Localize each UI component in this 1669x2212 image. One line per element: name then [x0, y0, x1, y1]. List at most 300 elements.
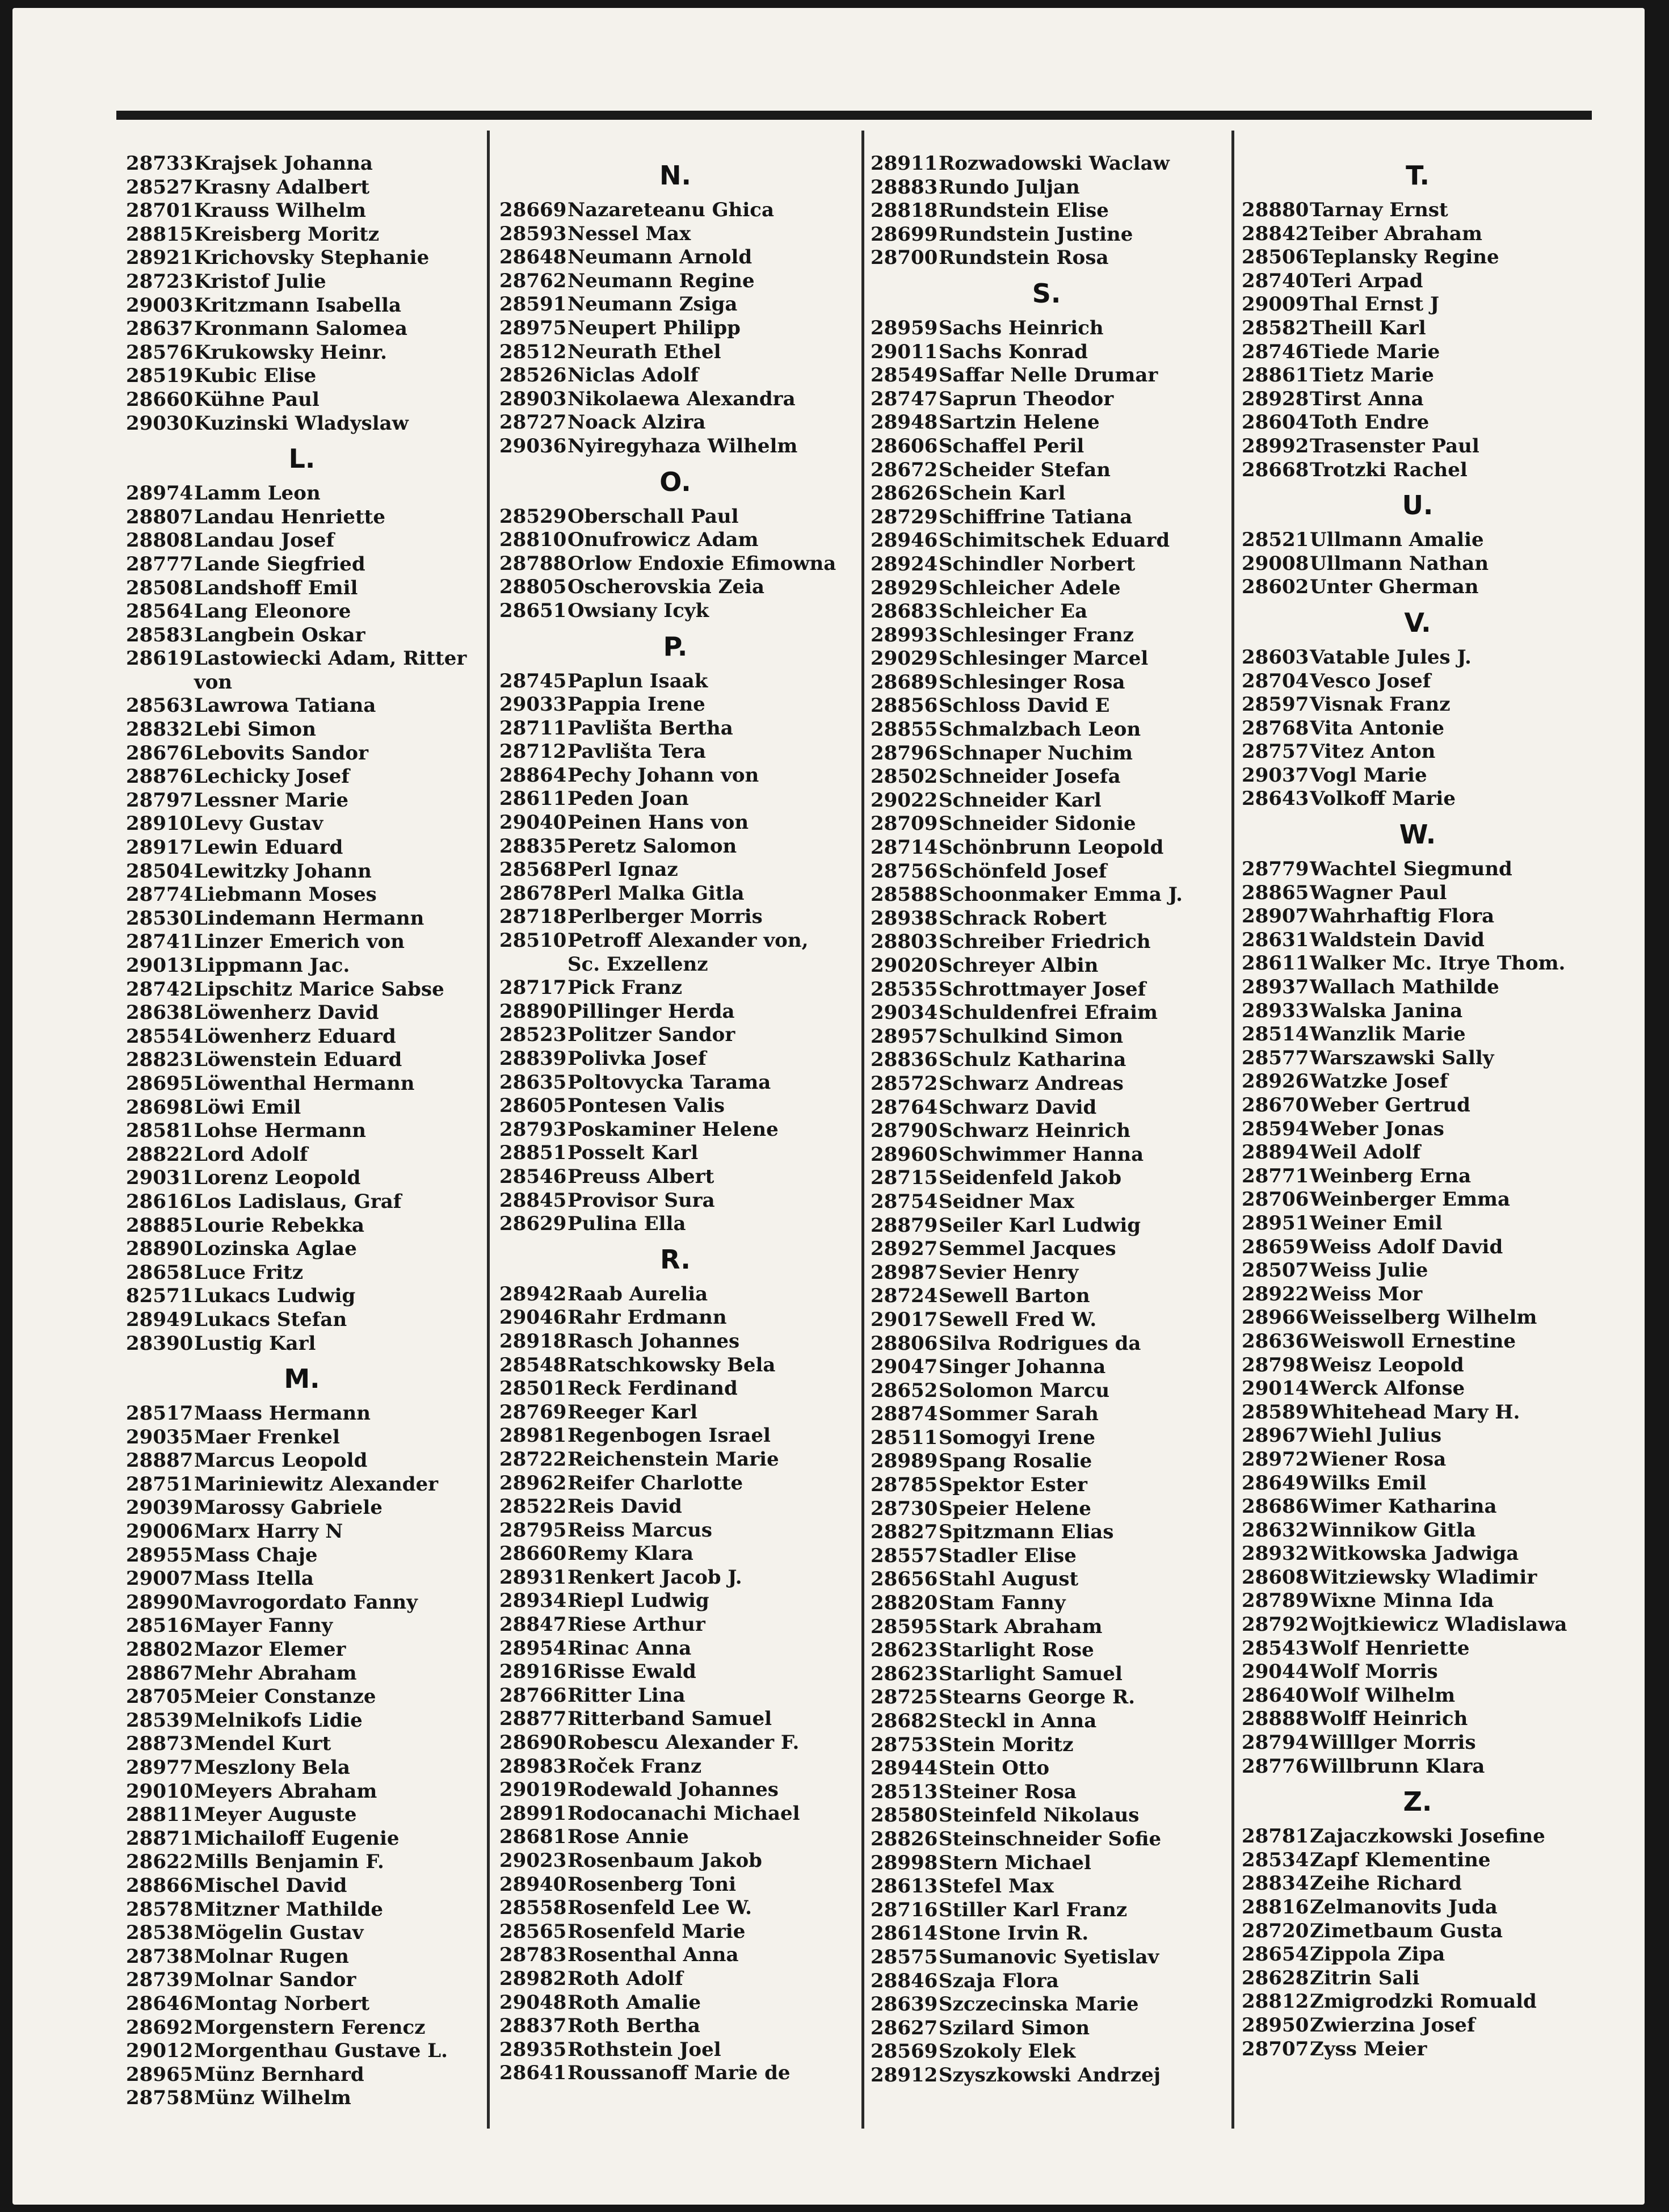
entry-number: 28658 — [126, 1261, 194, 1284]
list-item — [1242, 764, 1594, 788]
section-heading: U. — [1402, 490, 1433, 521]
entry-name: Thal Ernst J — [1310, 293, 1440, 316]
list-item — [499, 1519, 851, 1543]
entry-number: 28578 — [126, 1898, 194, 1921]
entry-number: 28802 — [126, 1638, 194, 1661]
entry-number: 28613 — [871, 1875, 938, 1898]
entry-name: Marcus Leopold — [194, 1449, 368, 1472]
entry-name: Weber Jonas — [1310, 1117, 1444, 1140]
list-item — [126, 836, 478, 860]
entry-number: 28738 — [126, 1945, 194, 1968]
list-item — [871, 789, 1222, 813]
entry-number: 28808 — [126, 529, 194, 552]
entry-number: 28523 — [499, 1023, 567, 1047]
list-item — [126, 1850, 478, 1874]
entry-name: Zyss Meier — [1310, 2037, 1427, 2060]
list-item — [871, 529, 1222, 553]
list-item — [871, 317, 1222, 341]
entry-name: Roček Franz — [567, 1755, 702, 1778]
entry-number: 28991 — [499, 1802, 567, 1825]
entry-number: 28745 — [499, 669, 567, 692]
list-item — [1242, 576, 1594, 599]
entry-name: Paplun Isaak — [567, 669, 708, 692]
entry-name: Wimer Katharina — [1310, 1495, 1497, 1518]
list-item — [499, 1377, 851, 1401]
entry-name: Weiswoll Ernestine — [1310, 1329, 1516, 1353]
entry-number: 28580 — [871, 1804, 938, 1827]
entry-name: Rosenberg Toni — [567, 1873, 737, 1896]
entry-number: 28575 — [871, 1945, 938, 1968]
entry-name: Rundstein Justine — [939, 223, 1133, 246]
list-item — [499, 1637, 851, 1661]
list-item — [126, 176, 478, 200]
list-item — [1242, 459, 1594, 482]
entry-number: 28577 — [1242, 1046, 1309, 1069]
entry-number: 28851 — [499, 1141, 567, 1165]
list-item — [1242, 2014, 1594, 2038]
entry-name: Roth Bertha — [567, 2014, 700, 2038]
entry-name: Wolff Heinrich — [1310, 1707, 1468, 1731]
entry-number: 28733 — [126, 152, 194, 175]
entry-name: Seiler Karl Ludwig — [939, 1214, 1141, 1237]
entry-number: 28877 — [499, 1707, 567, 1731]
list-item — [871, 765, 1222, 789]
list-item — [499, 1991, 851, 2015]
list-item — [126, 812, 478, 836]
entry-number: 28903 — [499, 387, 567, 410]
entry-name: Spang Rosalie — [939, 1450, 1092, 1473]
entry-number: 28619 — [126, 647, 194, 670]
section-heading: Z. — [1403, 1786, 1432, 1818]
entry-number: 28730 — [871, 1497, 938, 1520]
list-item — [871, 1450, 1222, 1474]
entry-number: 28682 — [871, 1710, 938, 1732]
list-item — [1242, 1212, 1594, 1236]
list-item — [871, 812, 1222, 836]
list-item — [126, 482, 478, 506]
entry-number: 28554 — [126, 1025, 194, 1048]
entry-number: 28649 — [1242, 1471, 1309, 1495]
entry-number: 28656 — [871, 1568, 938, 1591]
entry-number: 28729 — [871, 505, 938, 528]
list-item — [499, 1118, 851, 1142]
entry-name: Mendel Kurt — [194, 1732, 331, 1756]
entry-name: Zajaczkowski Josefine — [1310, 1825, 1545, 1848]
entry-name: Landau Henriette — [194, 505, 385, 528]
list-item — [871, 1757, 1222, 1781]
list-item — [499, 341, 851, 364]
entry-number: 28604 — [1242, 411, 1309, 434]
entry-number: 28698 — [126, 1095, 194, 1119]
list-item — [499, 1731, 851, 1755]
section-heading: T. — [1406, 160, 1430, 191]
entry-name: Pavlišta Tera — [567, 740, 706, 763]
entry-name: Ritterband Samuel — [567, 1707, 772, 1731]
list-item — [126, 1096, 478, 1120]
list-item — [126, 718, 478, 742]
list-item — [871, 1190, 1222, 1214]
entry-number: 28502 — [871, 765, 938, 788]
entry-number: 28788 — [499, 552, 567, 575]
list-item — [126, 1072, 478, 1096]
list-item — [871, 506, 1222, 530]
entry-name: Meier Constanze — [194, 1685, 376, 1709]
entry-number: 29039 — [126, 1496, 194, 1520]
entry-name: Pavlišta Bertha — [567, 716, 733, 740]
list-item — [126, 742, 478, 766]
entry-number: 29029 — [871, 647, 938, 670]
entry-name: Solomon Marcu — [939, 1379, 1110, 1402]
entry-number: 29014 — [1242, 1377, 1309, 1400]
entry-name: Wagner Paul — [1310, 881, 1447, 904]
entry-name: Theill Karl — [1310, 316, 1426, 339]
list-item — [499, 2062, 851, 2085]
entry-name: Lewin Eduard — [194, 836, 343, 859]
list-item — [126, 199, 478, 223]
entry-number: 28689 — [871, 670, 938, 694]
entry-number: 28504 — [126, 859, 194, 883]
entry-number: 28880 — [1242, 199, 1309, 221]
entry-name: Winnikow Gitla — [1310, 1518, 1476, 1542]
entry-name: Neurath Ethel — [567, 340, 721, 363]
entry-name: Wahrhaftig Flora — [1310, 905, 1495, 928]
entry-name: Landshoff Emil — [194, 576, 358, 599]
list-item — [1242, 882, 1594, 905]
entry-name: Roussanoff Marie de — [567, 2062, 791, 2085]
list-item — [871, 1285, 1222, 1308]
list-item — [871, 1237, 1222, 1261]
entry-number: 28810 — [499, 528, 567, 552]
entry-name: Schwarz David — [939, 1095, 1097, 1119]
list-item — [871, 1993, 1222, 2017]
entry-name: Somogyi Irene — [939, 1426, 1095, 1449]
entry-name: Remy Klara — [567, 1542, 693, 1565]
entry-name: Ritter Lina — [567, 1684, 686, 1707]
entry-number: 29012 — [126, 2039, 194, 2063]
entry-number: 28507 — [1242, 1259, 1309, 1282]
entry-number: 28632 — [1242, 1518, 1309, 1542]
entry-name: Schneider Karl — [939, 788, 1102, 812]
section-heading: S. — [1032, 278, 1061, 309]
entry-name: Wiener Rosa — [1310, 1447, 1447, 1471]
list-item — [1242, 1283, 1594, 1307]
entry-name: Münz Wilhelm — [194, 2087, 351, 2110]
entry-name: Krajsek Johanna — [194, 152, 373, 175]
entry-name: Lessner Marie — [194, 788, 349, 812]
entry-number: 28707 — [1242, 2037, 1309, 2060]
list-item — [871, 152, 1222, 176]
entry-number: 28873 — [126, 1732, 194, 1756]
list-item — [499, 1189, 851, 1213]
list-item — [871, 1261, 1222, 1285]
entry-number: 28917 — [126, 836, 194, 859]
entry-number: 28572 — [871, 1072, 938, 1095]
entry-name: Rahr Erdmann — [567, 1306, 727, 1329]
entry-number: 28812 — [1242, 1990, 1309, 2013]
list-item — [1242, 1070, 1594, 1094]
list-item — [1242, 1306, 1594, 1330]
entry-number: 28508 — [126, 576, 194, 599]
list-item — [871, 1426, 1222, 1450]
entry-name: Warszawski Sally — [1310, 1046, 1494, 1069]
list-item — [126, 1780, 478, 1804]
list-item — [126, 1426, 478, 1450]
entry-name: Singer Johanna — [939, 1355, 1106, 1379]
entry-name: Stark Abraham — [939, 1615, 1103, 1638]
entry-name: Spitzmann Elias — [939, 1521, 1114, 1544]
entry-number: 28521 — [1242, 528, 1309, 552]
entry-name: Weiss Mor — [1310, 1282, 1423, 1306]
entry-number: 29022 — [871, 788, 938, 812]
entry-name: Mischel David — [194, 1874, 347, 1897]
entry-name: Nazareteanu Ghica — [567, 199, 775, 221]
list-item — [1242, 740, 1594, 764]
entry-name: Weiss Julie — [1310, 1259, 1428, 1282]
list-item — [871, 1710, 1222, 1733]
entry-name: Ullmann Nathan — [1310, 552, 1489, 575]
entry-number: 28646 — [126, 1992, 194, 2015]
list-item — [126, 577, 478, 601]
entry-name: Landau Josef — [194, 529, 335, 552]
list-item — [499, 1306, 851, 1330]
list-item — [871, 1946, 1222, 1970]
entry-number: 28641 — [499, 2062, 567, 2085]
entry-name: Stern Michael — [939, 1851, 1091, 1874]
entry-name: Stein Moritz — [939, 1733, 1074, 1756]
list-item — [871, 482, 1222, 506]
list-item — [126, 789, 478, 813]
entry-name: Szyszkowski Andrzej — [939, 2063, 1161, 2087]
list-item — [126, 647, 478, 671]
list-item — [1242, 787, 1594, 811]
list-item — [871, 1922, 1222, 1946]
entry-name: Sewell Barton — [939, 1285, 1090, 1308]
entry-name: Mögelin Gustav — [194, 1921, 364, 1945]
entry-name: Lord Adolf — [194, 1143, 308, 1166]
entry-name: Krauss Wilhelm — [194, 199, 366, 223]
list-item — [1242, 1023, 1594, 1047]
entry-number: 28762 — [499, 269, 567, 292]
entry-number: 28987 — [871, 1261, 938, 1284]
list-item — [126, 246, 478, 270]
entry-name: Sartzin Helene — [939, 411, 1100, 434]
list-item — [871, 1072, 1222, 1096]
entry-name: Rosenfeld Lee W. — [567, 1896, 752, 1920]
list-item — [499, 2038, 851, 2062]
entry-number: 28974 — [126, 482, 194, 505]
list-item — [871, 1544, 1222, 1568]
entry-number: 29006 — [126, 1520, 194, 1543]
list-item — [1242, 223, 1594, 246]
entry-number: 28510 — [499, 929, 567, 952]
list-item — [871, 1521, 1222, 1544]
entry-number: 28887 — [126, 1449, 194, 1472]
entry-number: 28506 — [1242, 246, 1309, 269]
list-item — [499, 552, 851, 576]
entry-name: Mazor Elemer — [194, 1638, 346, 1661]
entry-name: Rosenthal Anna — [567, 1944, 739, 1967]
entry-number: 28565 — [499, 1920, 567, 1943]
entry-name: Wolf Wilhelm — [1310, 1684, 1456, 1707]
entry-number: 28753 — [871, 1733, 938, 1756]
list-item — [499, 317, 851, 341]
list-item — [126, 1449, 478, 1473]
list-item — [871, 1214, 1222, 1238]
entry-name: Rundo Juljan — [939, 175, 1080, 199]
entry-number: 28803 — [871, 930, 938, 954]
list-item — [126, 694, 478, 718]
list-item — [1242, 1990, 1594, 2014]
entry-number: 28871 — [126, 1827, 194, 1850]
list-item — [126, 1756, 478, 1780]
list-item — [1242, 976, 1594, 1000]
list-item — [871, 1568, 1222, 1592]
entry-name: Roth Amalie — [567, 1991, 701, 2014]
entry-number: 28879 — [871, 1214, 938, 1237]
entry-name: Rosenfeld Marie — [567, 1920, 746, 1943]
entry-number: 28576 — [126, 341, 194, 364]
list-item — [126, 930, 478, 954]
entry-name: Löwenherz Eduard — [194, 1025, 396, 1048]
list-item — [1242, 1472, 1594, 1496]
entry-number: 28557 — [871, 1544, 938, 1567]
list-item — [499, 1472, 851, 1496]
list-item — [499, 670, 851, 694]
entry-name: Werck Alfonse — [1310, 1377, 1465, 1400]
entry-number: 28695 — [126, 1072, 194, 1095]
entry-name: Saprun Theodor — [939, 387, 1114, 410]
entry-name: Raab Aurelia — [567, 1282, 708, 1306]
entry-name: Kreisberg Moritz — [194, 223, 380, 246]
entry-name: Perl Malka Gitla — [567, 882, 745, 905]
entry-number: 28512 — [499, 340, 567, 363]
list-item — [871, 2064, 1222, 2088]
entry-name: von — [194, 670, 233, 694]
entry-name: Politzer Sandor — [567, 1023, 735, 1047]
entry-name: Lippmann Jac. — [194, 954, 350, 977]
list-item — [871, 1497, 1222, 1521]
entry-number: 28910 — [126, 812, 194, 836]
entry-name: Lohse Hermann — [194, 1119, 367, 1143]
entry-name: Los Ladislaus, Graf — [194, 1190, 402, 1213]
entry-name: Marossy Gabriele — [194, 1496, 382, 1520]
list-item — [499, 1094, 851, 1118]
entry-number: 29034 — [871, 1001, 938, 1025]
entry-number: 28861 — [1242, 364, 1309, 387]
entry-name: Starlight Rose — [939, 1639, 1094, 1662]
list-item — [499, 1071, 851, 1095]
entry-name: Spektor Ester — [939, 1474, 1087, 1497]
list-item — [126, 671, 478, 695]
list-item — [126, 1662, 478, 1686]
entry-number: 28962 — [499, 1471, 567, 1495]
entry-number: 28865 — [1242, 881, 1309, 904]
list-item — [499, 1165, 851, 1189]
entry-name: Melnikofs Lidie — [194, 1709, 363, 1732]
entry-name: Löwenstein Eduard — [194, 1048, 402, 1072]
list-item — [126, 1898, 478, 1922]
entry-number: 29003 — [126, 293, 194, 317]
entry-number: 28522 — [499, 1495, 567, 1518]
entry-number: 28631 — [1242, 928, 1309, 951]
entry-name: Nessel Max — [567, 222, 691, 245]
list-item — [871, 860, 1222, 884]
entry-number: 28549 — [871, 364, 938, 387]
entry-name: Tirst Anna — [1310, 387, 1424, 410]
entry-number: 28516 — [126, 1614, 194, 1638]
entry-number: 28711 — [499, 716, 567, 740]
entry-name: Krukowsky Heinr. — [194, 341, 387, 364]
entry-name: Stearns George R. — [939, 1686, 1136, 1709]
entry-number: 28883 — [871, 175, 938, 199]
list-item — [126, 624, 478, 648]
list-item — [871, 1733, 1222, 1757]
list-item — [126, 1237, 478, 1261]
entry-number: 28955 — [126, 1543, 194, 1567]
entry-number: 29020 — [871, 954, 938, 977]
list-item — [1242, 1755, 1594, 1779]
list-item — [126, 1709, 478, 1733]
entry-name: Weiner Emil — [1310, 1211, 1443, 1235]
list-item — [126, 1803, 478, 1827]
entry-number: 28822 — [126, 1143, 194, 1166]
list-item — [126, 1567, 478, 1591]
entry-name: Peretz Salomon — [567, 834, 737, 858]
entry-name: Weinberger Emma — [1310, 1188, 1511, 1211]
section-heading: L. — [288, 443, 316, 475]
entry-number: 28959 — [871, 316, 938, 339]
entry-name: Seidner Max — [939, 1190, 1074, 1213]
list-item — [1242, 1920, 1594, 1944]
entry-name: Schleicher Adele — [939, 576, 1121, 599]
list-item — [126, 1874, 478, 1898]
entry-name: Seidenfeld Jakob — [939, 1166, 1122, 1190]
list-item — [871, 1615, 1222, 1639]
entry-name: Ullmann Amalie — [1310, 528, 1484, 552]
entry-name: Toth Endre — [1310, 411, 1430, 434]
entry-number: 28781 — [1242, 1825, 1309, 1848]
entry-number: 28922 — [1242, 1282, 1309, 1306]
entry-name: Schulz Katharina — [939, 1048, 1126, 1072]
entry-number: 28758 — [126, 2087, 194, 2110]
entry-name: Lang Eleonore — [194, 600, 351, 623]
entry-name: Witziewsky Wladimir — [1310, 1565, 1537, 1589]
entry-number: 28704 — [1242, 669, 1309, 692]
list-item — [1242, 1896, 1594, 1920]
entry-name: Meyer Auguste — [194, 1803, 357, 1827]
entry-number: 28569 — [871, 2040, 938, 2063]
list-item — [499, 223, 851, 246]
entry-name: Lindemann Hermann — [194, 906, 424, 930]
entry-number: 28623 — [871, 1639, 938, 1662]
entry-name: Pontesen Valis — [567, 1094, 725, 1118]
list-item — [126, 1921, 478, 1945]
entry-name: Willbrunn Klara — [1310, 1755, 1485, 1778]
entry-name: Pulina Ella — [567, 1212, 686, 1236]
section-heading: P. — [663, 631, 688, 662]
entry-name: Steinschneider Sofie — [939, 1827, 1162, 1850]
entry-number: 28626 — [871, 482, 938, 505]
entry-name: Reiss Marcus — [567, 1518, 713, 1542]
entry-name: Stahl August — [939, 1568, 1079, 1591]
entry-number: 28648 — [499, 246, 567, 269]
entry-name: Stein Otto — [939, 1757, 1050, 1780]
entry-name: Roth Adolf — [567, 1967, 683, 1990]
entry-name: Schönbrunn Leopold — [939, 836, 1164, 859]
entry-number: 28751 — [126, 1472, 194, 1496]
entry-number: 28723 — [126, 270, 194, 293]
list-item — [1242, 1094, 1594, 1118]
